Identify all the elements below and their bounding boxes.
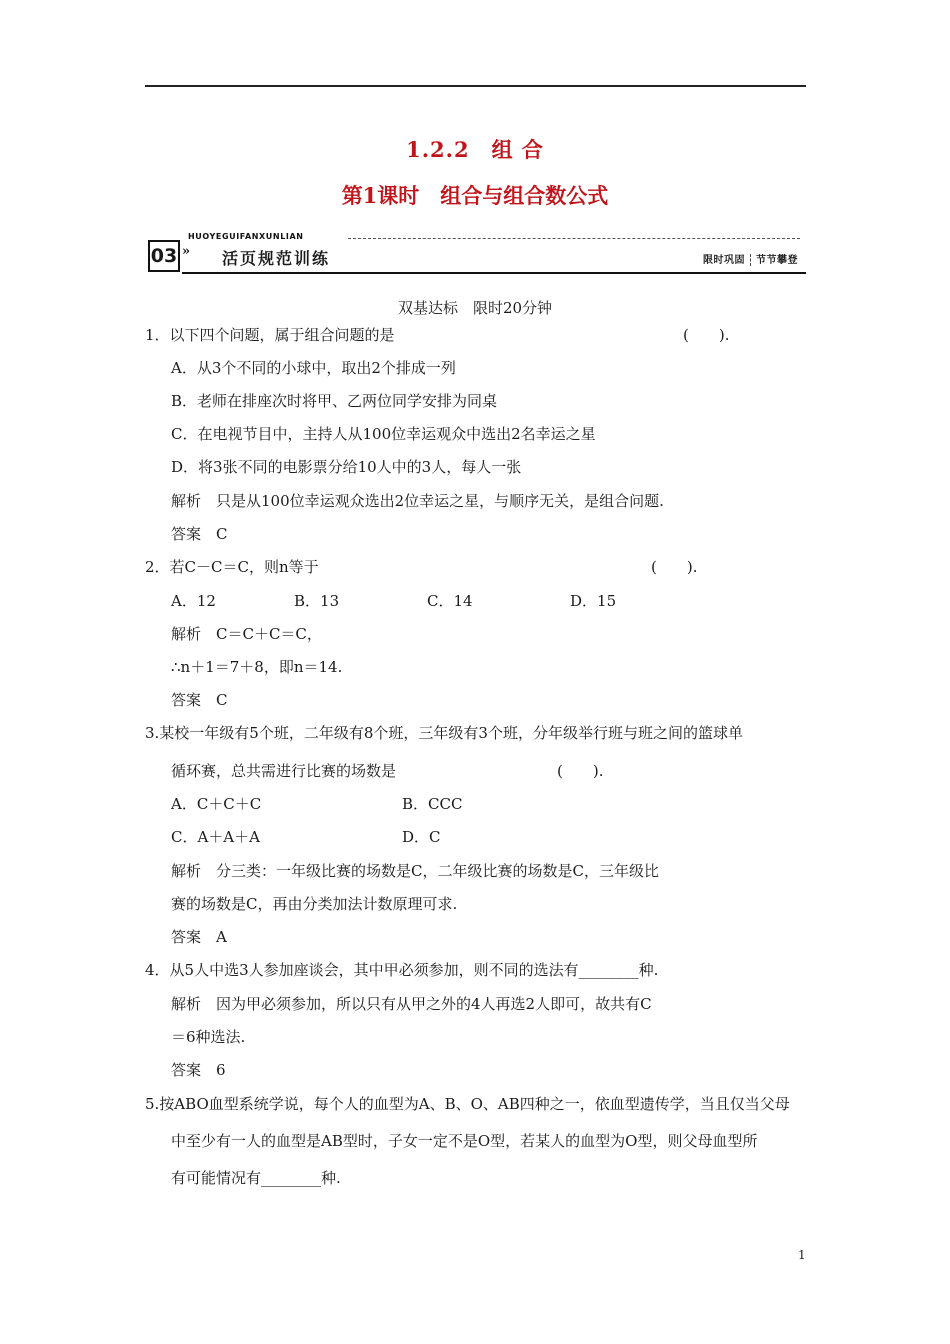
q1-stem: 1．以下四个问题，属于组合问题的是 xyxy=(145,326,395,344)
lesson-title: 第1课时 组合与组合数公式 xyxy=(341,183,609,208)
q1-option-d: D．将3张不同的电影票分给10人中的3人，每人一张 xyxy=(171,458,522,476)
q3-option-d: D．C xyxy=(402,828,441,846)
q1-option-a: A．从3个不同的小球中，取出2个排成一列 xyxy=(171,359,456,377)
q3-answer: 答案 A xyxy=(171,928,227,946)
q3-bracket: ( ). xyxy=(557,762,604,780)
q3-analysis: 解析 分三类：一年级比赛的场数是C，二年级比赛的场数是C，三年级比 xyxy=(171,862,659,880)
subtitle: 双基达标 限时20分钟 xyxy=(397,299,553,317)
banner-pinyin: HUOYEGUIFANXUNLIAN xyxy=(188,232,304,241)
q1-option-c: C．在电视节目中，主持人从100位幸运观众中选出2名幸运之星 xyxy=(171,425,596,443)
q5-stem-3: 有可能情况有________种. xyxy=(171,1169,341,1187)
banner-right-a: 限时巩固 xyxy=(703,255,745,266)
q3-analysis-2: 赛的场数是C，再由分类加法计数原理可求. xyxy=(171,895,458,913)
banner-separator xyxy=(750,254,751,266)
q2-option-d: D．15 xyxy=(570,592,617,610)
q2-answer: 答案 C xyxy=(171,691,228,709)
q1-analysis: 解析 只是从100位幸运观众选出2位幸运之星，与顺序无关，是组合问题. xyxy=(171,492,664,510)
q5-stem-2: 中至少有一人的血型是AB型时，子女一定不是O型，若某人的血型为O型，则父母血型所 xyxy=(171,1132,758,1150)
q2-analysis-2: ∴n＋1＝7＋8，即n＝14. xyxy=(171,658,343,676)
q3-stem: 3.某校一年级有5个班，二年级有8个班，三年级有3个班，分年级举行班与班之间的篮球单 xyxy=(145,724,743,742)
top-rule xyxy=(145,85,806,87)
q1-bracket: ( ). xyxy=(683,326,730,344)
section-title: 1.2.2 组 合 xyxy=(406,137,544,162)
q4-analysis: 解析 因为甲必须参加，所以只有从甲之外的4人再选2人即可，故共有C xyxy=(171,995,652,1013)
q2-bracket: ( ). xyxy=(651,558,698,576)
q3-option-b: B．CCC xyxy=(402,795,463,813)
q3-stem-2: 循环赛，总共需进行比赛的场数是 xyxy=(171,762,397,780)
banner-underline xyxy=(182,272,806,274)
banner-number: 03 xyxy=(148,240,180,272)
q3-option-c: C．A＋A＋A xyxy=(171,828,260,846)
page-number: 1 xyxy=(798,1248,806,1262)
banner-right xyxy=(703,251,798,266)
q2-analysis: 解析 C＝C＋C＝C， xyxy=(171,625,322,643)
q4-answer: 答案 6 xyxy=(171,1061,226,1079)
section-banner xyxy=(148,232,806,274)
q2-option-c: C．14 xyxy=(427,592,473,610)
q2-option-a: A．12 xyxy=(171,592,216,610)
q4-analysis-2: ＝6种选法. xyxy=(171,1028,246,1046)
banner-name: 活页规范训练 xyxy=(222,249,331,268)
banner-dotted-line xyxy=(348,238,800,239)
q4-stem: 4．从5人中选3人参加座谈会，其中甲必须参加，则不同的选法有________种. xyxy=(145,961,659,979)
q2-stem: 2．若C－C＝C，则n等于 xyxy=(145,558,319,576)
banner-right-b: 节节攀登 xyxy=(756,255,798,266)
q2-option-b: B．13 xyxy=(294,592,340,610)
q3-option-a: A．C＋C＋C xyxy=(171,795,262,813)
banner-arrow-icon: » xyxy=(182,244,191,259)
q5-stem: 5.按ABO血型系统学说，每个人的血型为A、B、O、AB四种之一，依血型遗传学，当且仅当父母 xyxy=(145,1095,790,1113)
q1-answer: 答案 C xyxy=(171,525,228,543)
q1-option-b: B．老师在排座次时将甲、乙两位同学安排为同桌 xyxy=(171,392,498,410)
